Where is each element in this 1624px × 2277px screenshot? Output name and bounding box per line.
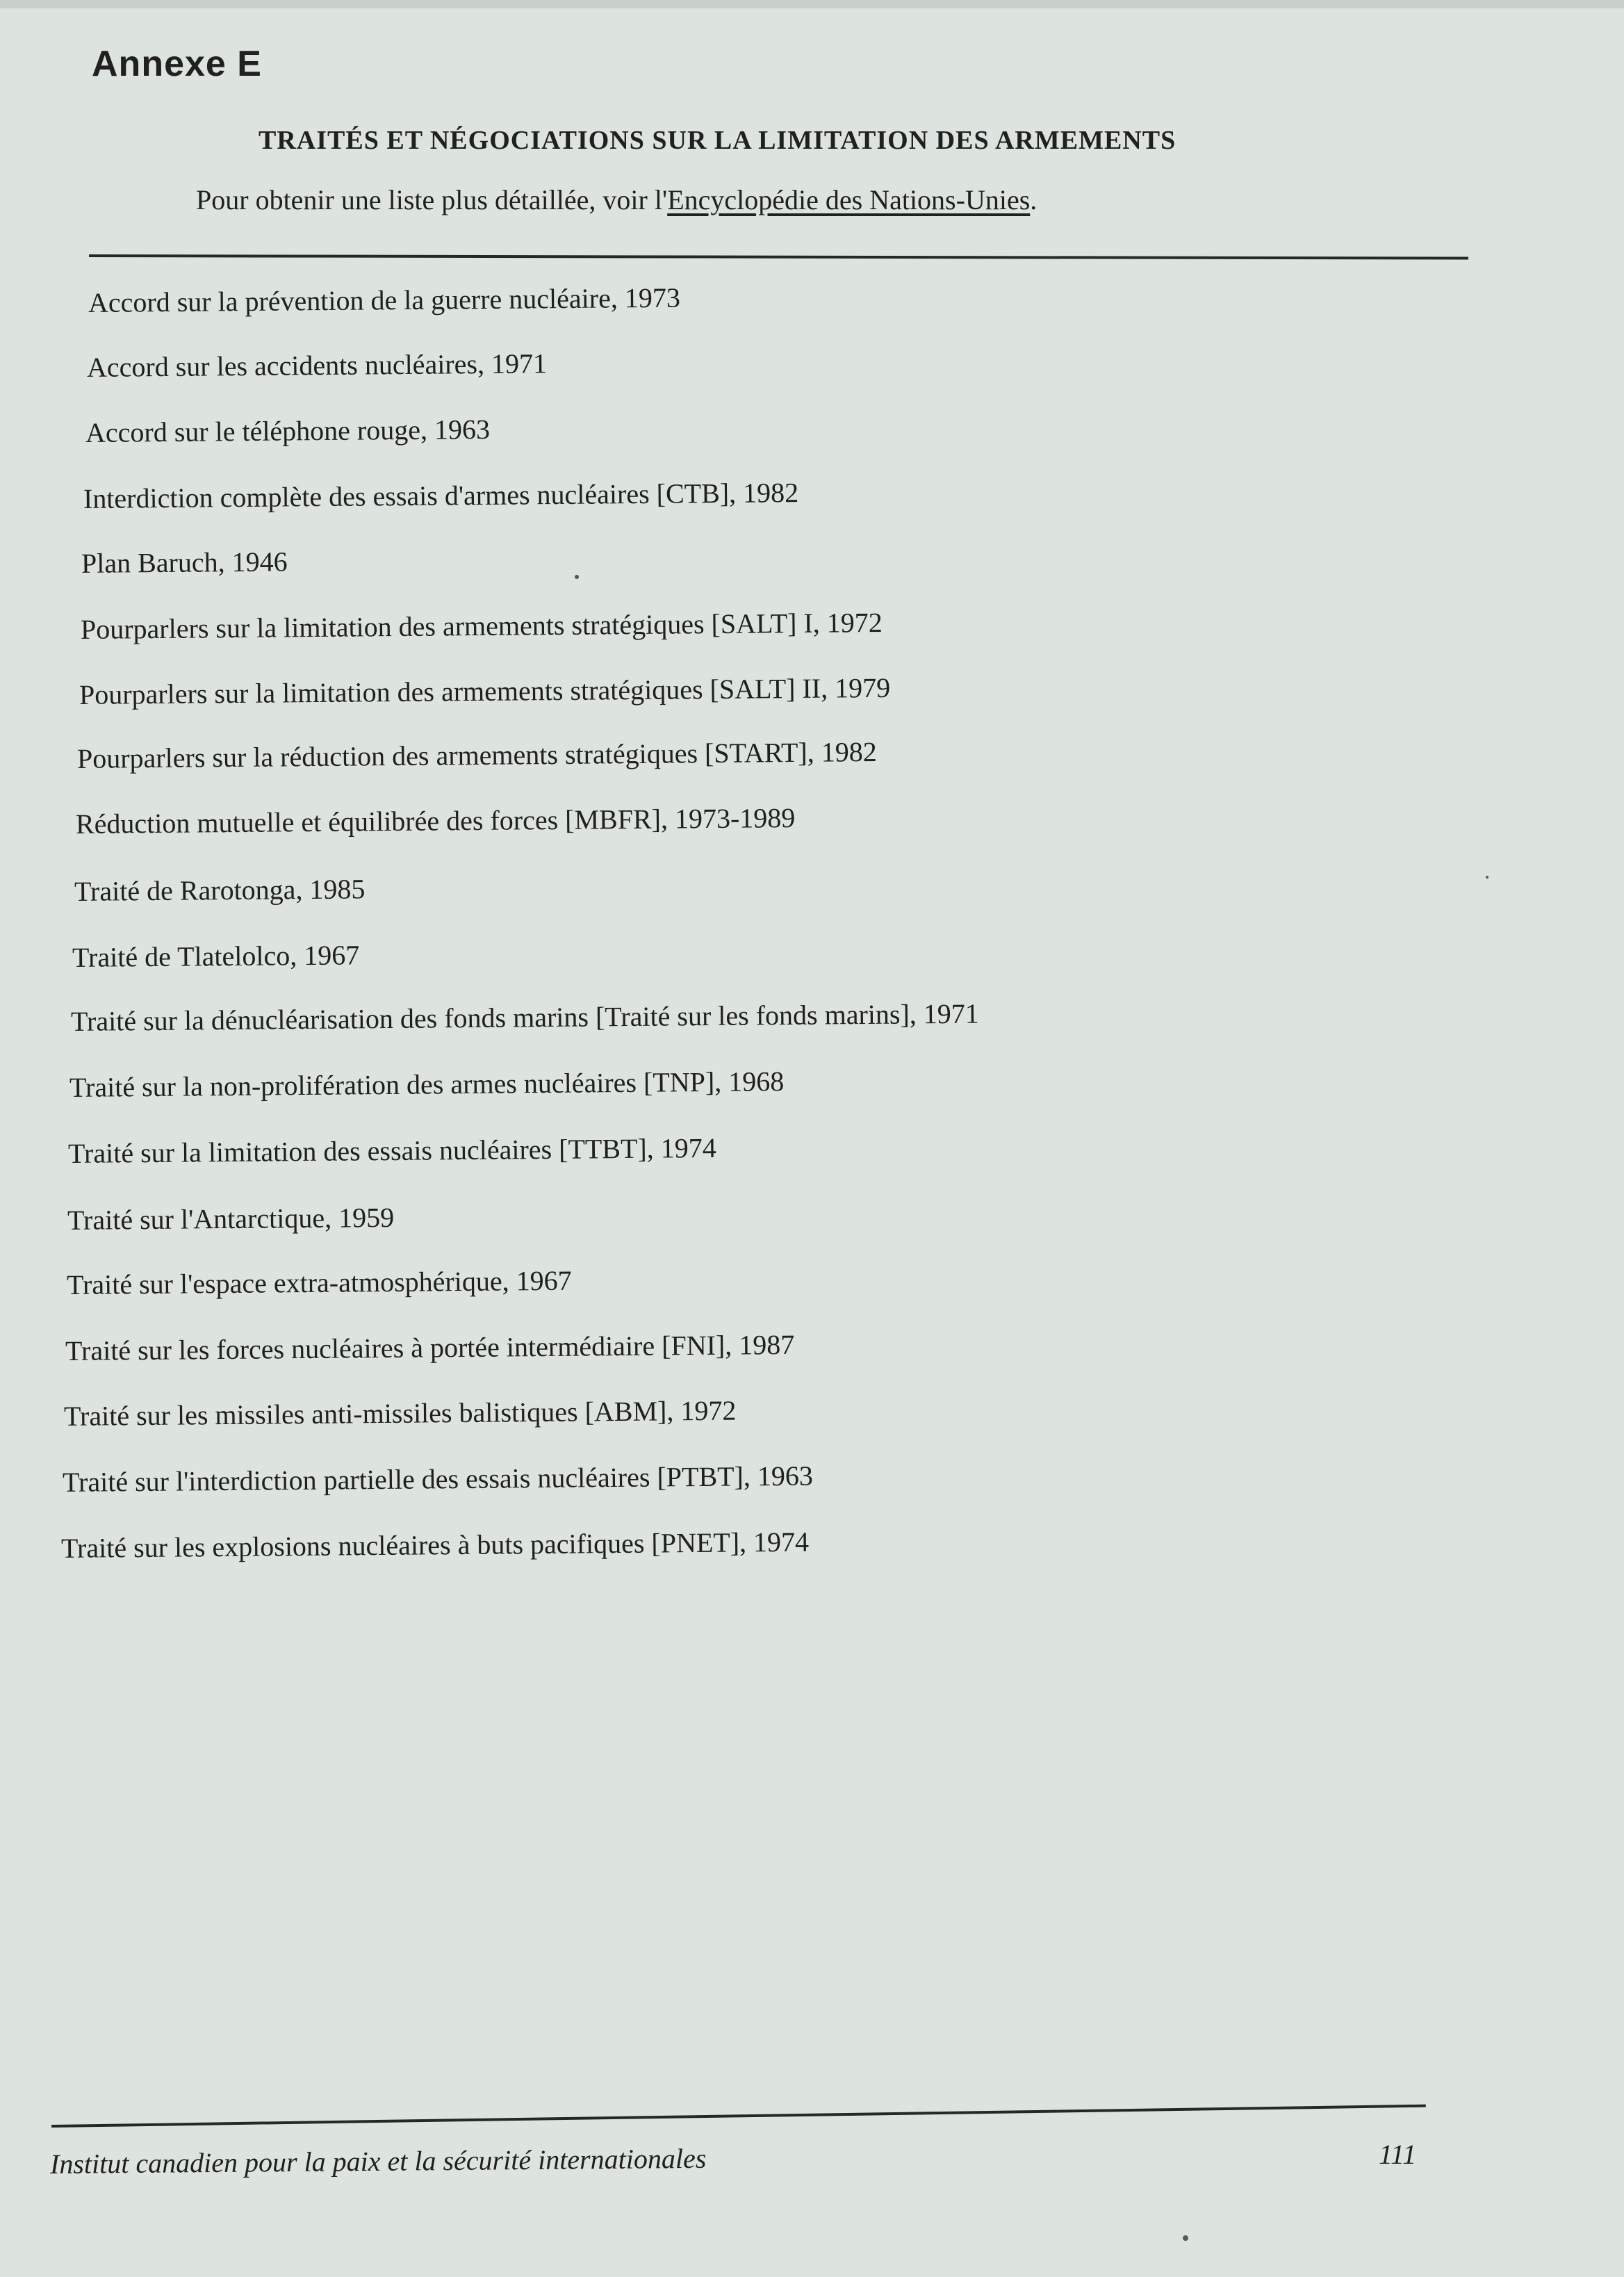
treaty-item: Traité de Rarotonga, 1985 (74, 873, 366, 907)
treaty-item: Traité sur les missiles anti-missiles balistiques [ABM], 1972 (63, 1394, 737, 1432)
treaty-item: Traité sur l'interdiction partielle des essais nucléaires [PTBT], 1963 (62, 1460, 814, 1498)
treaty-item: Accord sur les accidents nucléaires, 1971 (86, 348, 548, 383)
treaty-item: Traité sur l'Antarctique, 1959 (67, 1201, 395, 1236)
treaty-item: Accord sur le téléphone rouge, 1963 (85, 413, 491, 448)
footer-institution: Institut canadien pour la paix et la sécurité internationales (49, 2142, 707, 2180)
treaty-item: Plan Baruch, 1946 (81, 546, 288, 579)
treaty-item: Pourparlers sur la limitation des armements stratégiques [SALT] I, 1972 (80, 606, 883, 645)
paper-speck (575, 575, 579, 579)
page-heading: TRAITÉS ET NÉGOCIATIONS SUR LA LIMITATION DES ARMEMENTS (259, 126, 1176, 155)
subtitle-text: Pour obtenir une liste plus détaillée, voir l' (196, 184, 668, 215)
treaty-item: Traité sur la dénucléarisation des fonds marins [Traité sur les fonds marins], 1971 (70, 997, 979, 1037)
treaty-item: Interdiction complète des essais d'armes nucléaires [CTB], 1982 (83, 477, 799, 514)
treaty-item: Traité sur les forces nucléaires à portée intermédiaire [FNI], 1987 (65, 1328, 795, 1366)
annex-title: Annexe E (92, 44, 262, 84)
paper-speck (1486, 876, 1488, 879)
treaty-item: Traité sur les explosions nucléaires à buts pacifiques [PNET], 1974 (60, 1526, 810, 1564)
subtitle-period: . (1030, 184, 1037, 215)
treaty-item: Traité sur la non-prolifération des armes nucléaires [TNP], 1968 (69, 1066, 785, 1103)
treaty-item: Pourparlers sur la limitation des armements stratégiques [SALT] II, 1979 (79, 671, 891, 710)
encyclopedia-reference: Encyclopédie des Nations-Unies (667, 184, 1031, 215)
treaty-item: Pourparlers sur la réduction des armements stratégiques [START], 1982 (76, 735, 877, 774)
treaty-item: Réduction mutuelle et équilibrée des forces [MBFR], 1973-1989 (75, 801, 796, 840)
treaty-item: Traité de Tlatelolco, 1967 (72, 939, 360, 973)
treaty-item: Accord sur la prévention de la guerre nucléaire, 1973 (88, 281, 681, 318)
treaty-item: Traité sur la limitation des essais nucléaires [TTBT], 1974 (67, 1132, 716, 1169)
page-number: 111 (1379, 2139, 1417, 2170)
paper-speck (1183, 2235, 1188, 2241)
treaty-item: Traité sur l'espace extra-atmosphérique, 1967 (66, 1264, 572, 1300)
